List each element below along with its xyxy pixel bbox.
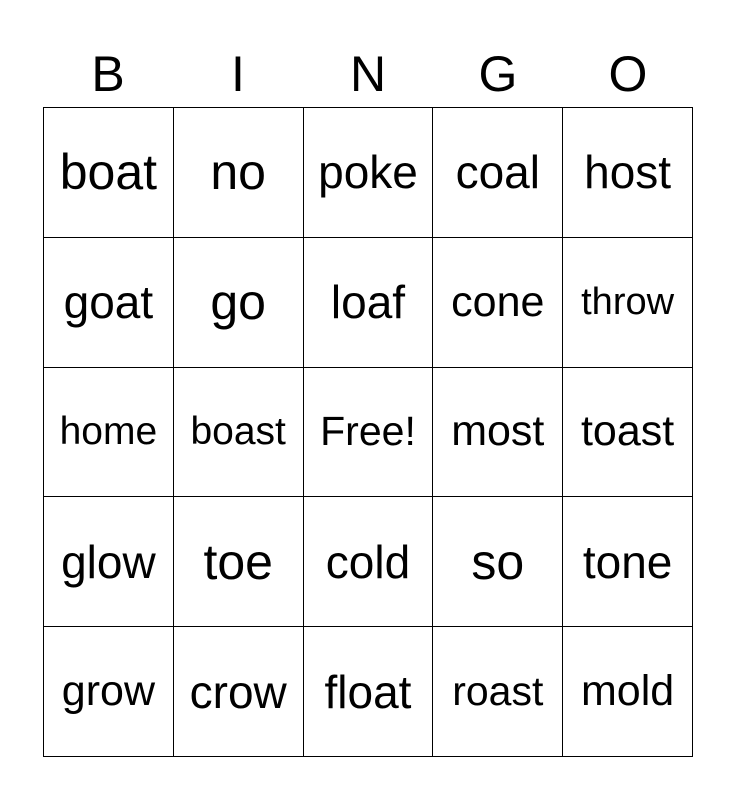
bingo-cell[interactable]: host bbox=[563, 108, 693, 238]
header-letter-o: O bbox=[608, 46, 648, 102]
bingo-cell[interactable]: cone bbox=[433, 238, 563, 368]
bingo-cell[interactable]: boat bbox=[44, 108, 174, 238]
bingo-cell[interactable]: home bbox=[44, 368, 174, 498]
bingo-cell[interactable]: most bbox=[433, 368, 563, 498]
bingo-cell[interactable]: roast bbox=[433, 627, 563, 757]
bingo-cell[interactable]: grow bbox=[44, 627, 174, 757]
bingo-header bbox=[43, 46, 693, 102]
bingo-cell[interactable]: toast bbox=[563, 368, 693, 498]
bingo-cell[interactable]: crow bbox=[174, 627, 304, 757]
bingo-cell-free-space[interactable]: Free! bbox=[304, 368, 434, 498]
bingo-cell[interactable]: glow bbox=[44, 497, 174, 627]
bingo-cell[interactable]: poke bbox=[304, 108, 434, 238]
bingo-cell[interactable]: no bbox=[174, 108, 304, 238]
header-letter-n: N bbox=[349, 46, 387, 102]
bingo-cell[interactable]: toe bbox=[174, 497, 304, 627]
bingo-cell[interactable]: so bbox=[433, 497, 563, 627]
bingo-cell[interactable]: boast bbox=[174, 368, 304, 498]
bingo-cell[interactable]: float bbox=[304, 627, 434, 757]
header-letter-b: B bbox=[91, 46, 125, 102]
bingo-cell[interactable]: coal bbox=[433, 108, 563, 238]
bingo-cell[interactable]: go bbox=[174, 238, 304, 368]
bingo-cell[interactable]: cold bbox=[304, 497, 434, 627]
header-letter-i: I bbox=[231, 46, 245, 102]
bingo-cell[interactable]: throw bbox=[563, 238, 693, 368]
bingo-cell[interactable]: tone bbox=[563, 497, 693, 627]
bingo-cell[interactable]: goat bbox=[44, 238, 174, 368]
bingo-board bbox=[43, 107, 693, 757]
bingo-cell[interactable]: mold bbox=[563, 627, 693, 757]
header-letter-g: G bbox=[478, 46, 518, 102]
bingo-cell[interactable]: loaf bbox=[304, 238, 434, 368]
